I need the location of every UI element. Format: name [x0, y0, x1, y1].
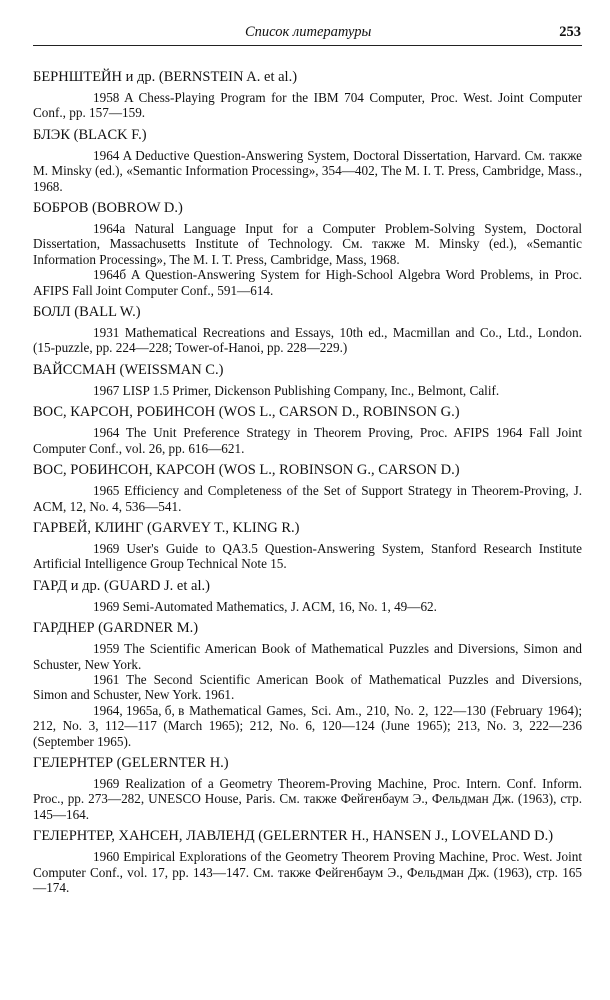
- bibliography-group: [33, 519, 582, 572]
- author-heading: ВОС, КАРСОН, РОБИНСОН (WOS L., CARSON D., ROBINSON G.): [33, 404, 460, 421]
- entry-text: Empirical Explorations of the Geometry Theorem Proving Machine, Proc. West. Joint Computer Conf., vol. 17, pp. 143—147. См. также Фейгенбаум Э., Фельдман Дж. (1963), стр. 165—174.: [33, 849, 582, 895]
- bibliography-entry: [33, 425, 582, 456]
- author-heading: ГАРВЕЙ, КЛИНГ (GARVEY T., KLING R.): [33, 519, 300, 536]
- bibliography-entry: [33, 599, 582, 614]
- bibliography-entry: [33, 672, 582, 703]
- entry-year: 1964, 1965а, б, в: [93, 702, 185, 718]
- entry-text: A Deductive Question-Answering System, Doctoral Dissertation, Harvard. См. также M. Minsky (ed.), «Semantic Information Processing», 354—402, The M. I. T. Press, Cambridge, Mass., 1968.: [33, 147, 582, 194]
- header-rule: [33, 45, 582, 46]
- bibliography-entry: [33, 641, 582, 672]
- entry-text: Semi-Automated Mathematics, J. ACM, 16, No. 1, 49—62.: [122, 598, 437, 614]
- entry-year: 1961: [93, 671, 120, 687]
- entry-year: 1969: [93, 775, 120, 791]
- entry-year: 1967: [93, 382, 120, 398]
- author-heading: ГЕЛЕРНТЕР, ХАНСЕН, ЛАВЛЕНД (GELERNTER H., HANSEN J., LOVELAND D.): [33, 828, 554, 845]
- author-heading: ВАЙССМАН (WEISSMAN C.): [33, 361, 224, 378]
- entry-text: Realization of a Geometry Theorem-Proving Machine, Proc. Intern. Conf. Inform. Proc., pp. 273—282, UNESCO House, Paris. См. также Фейгенбаум Э., Фельдман Дж. (1963), стр. 145—164.: [33, 775, 583, 822]
- page-number: 253: [559, 24, 581, 40]
- entry-year: 1958: [93, 90, 120, 105]
- bibliography-group: [33, 754, 582, 822]
- entry-year: 1959: [93, 641, 120, 657]
- author-heading: БЛЭК (BLACK F.): [33, 126, 147, 143]
- bibliography-group: [33, 619, 582, 749]
- bibliography-entry: [33, 221, 582, 267]
- bibliography-entry: [33, 90, 582, 121]
- entry-text: A Chess-Playing Program for the IBM 704 Computer, Proc. West. Joint Computer Conf., pp. 157—159.: [33, 90, 582, 121]
- entry-text: User's Guide to QA3.5 Question-Answering System, Stanford Research Institute Artificial Intelligence Group Technical Note 15.: [33, 540, 582, 572]
- bibliography-entry: [33, 483, 582, 514]
- entry-year: 1969: [93, 540, 120, 556]
- bibliography-entry: [33, 849, 582, 895]
- entry-year: 1964a: [93, 221, 126, 237]
- bibliography-entry: [33, 325, 582, 356]
- author-heading: БОБРОВ (BOBROW D.): [33, 200, 183, 217]
- running-title: Список литературы: [245, 24, 372, 40]
- bibliography-entry: [33, 383, 582, 398]
- entry-text: Natural Language Input for a Computer Problem-Solving System, Doctoral Dissertation, Massachusetts Institute of Technology. См. также M. Minsky (ed.), «Semantic Information Processing», The M. I. T. Press, Cambridge, Mass, 1968.: [33, 221, 582, 267]
- bibliography-entry: [33, 703, 582, 749]
- bibliography-group: [33, 303, 582, 356]
- entry-text: Mathematical Games, Sci. Am., 210, No. 2, 122—130 (February 1964); 212, No. 3, 112—117 (March 1965); 212, No. 6, 120—124 (June 1965); 213, No. 3, 222—236 (September 1965).: [33, 702, 582, 749]
- entry-text: A Question-Answering System for High-School Algebra Word Problems, in Proc. AFIPS Fall Joint Computer Conf., 591—614.: [33, 267, 582, 298]
- entry-text: Mathematical Recreations and Essays, 10th ed., Macmillan and Co., Ltd., London. (15-puzzle, pp. 224—228; Tower-of-Hanoi, pp. 228—229.): [33, 325, 582, 356]
- entry-year: 1969: [93, 598, 120, 614]
- bibliography-group: [33, 68, 582, 121]
- entry-year: 1965: [93, 483, 120, 499]
- entry-text: LISP 1.5 Primer, Dickenson Publishing Company, Inc., Belmont, Calif.: [122, 382, 500, 398]
- bibliography-group: [33, 403, 582, 456]
- bibliography-group: [33, 199, 582, 298]
- running-header: [33, 0, 582, 46]
- entry-year: 1964: [93, 425, 120, 441]
- author-heading: БОЛЛ (BALL W.): [33, 304, 141, 321]
- bibliography-entry: [33, 267, 582, 298]
- author-heading: ВОС, РОБИНСОН, КАРСОН (WOS L., ROBINSON G., CARSON D.): [33, 462, 460, 479]
- bibliography-list: [33, 46, 582, 895]
- bibliography-group: [33, 361, 582, 398]
- entry-year: 1964: [93, 147, 120, 163]
- author-heading: ГЕЛЕРНТЕР (GELERNTER H.): [33, 754, 229, 771]
- bibliography-entry: [33, 776, 582, 822]
- entry-text: Efficiency and Completeness of the Set of Support Strategy in Theorem-Proving, J. ACM, 12, No. 4, 536—541.: [33, 483, 582, 514]
- bibliography-group: [33, 126, 582, 194]
- bibliography-group: [33, 461, 582, 514]
- entry-year: 1960: [93, 849, 120, 865]
- bibliography-entry: [33, 148, 582, 194]
- bibliography-group: [33, 827, 582, 895]
- author-heading: ГАРДНЕР (GARDNER M.): [33, 620, 199, 637]
- bibliography-entry: [33, 541, 582, 572]
- entry-text: The Unit Preference Strategy in Theorem Proving, Proc. AFIPS 1964 Fall Joint Computer Conf., vol. 26, pp. 616—621.: [33, 425, 583, 456]
- entry-text: The Scientific American Book of Mathematical Puzzles and Diversions, Simon and Schuster, New York.: [33, 641, 583, 672]
- author-heading: ГАРД и др. (GUARD J. et al.): [33, 577, 210, 594]
- entry-year: 1931: [93, 325, 120, 341]
- bibliography-group: [33, 577, 582, 614]
- entry-year: 1964б: [93, 267, 127, 283]
- entry-text: The Second Scientific American Book of Mathematical Puzzles and Diversions, Simon and Schuster, New York. 1961.: [33, 671, 583, 703]
- author-heading: БЕРНШТЕЙН и др. (BERNSTEIN A. et al.): [33, 69, 298, 85]
